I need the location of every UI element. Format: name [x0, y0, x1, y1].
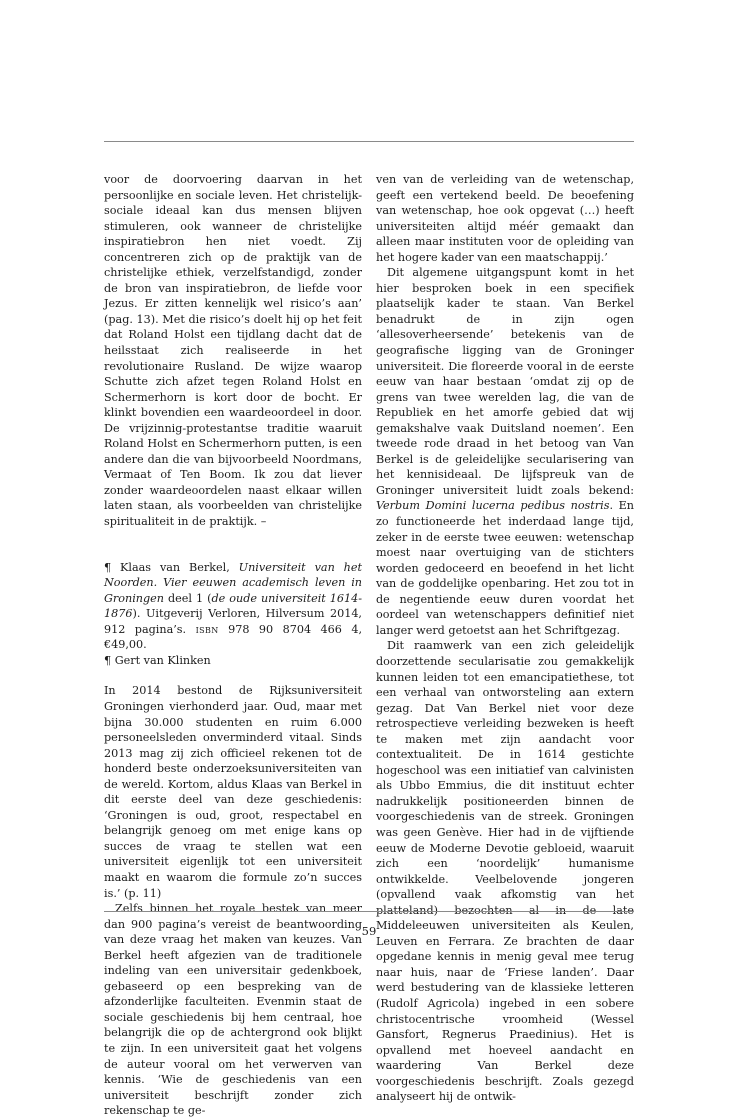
continued-paragraph: ven van de verleiding van de wetenschap, geeft een vertekend beeld. De beoefening van wetenschap, hoe ook opgevat (…) heeft universiteiten altijd méér gemaakt dan alleen maar instituten voor de opleiding van het hogere kader van een maatschappij.’ — [376, 173, 634, 264]
university-motto: Verbum Domini lucerna pedibus nostris — [376, 499, 610, 513]
top-rule — [104, 141, 634, 142]
book-title: Universiteit van het Noorden. Vier eeuwen academisch leven in Groningen — [104, 560, 362, 605]
book-publisher: Uitgeverij Verloren, Hilversum 2014, 912 pagina’s. — [104, 607, 362, 636]
pilcrow-mark: ¶ — [104, 653, 112, 667]
isbn-label: isbn — [195, 622, 219, 636]
body-paragraph: Dit raamwerk van een zich geleidelijk doorzettende secularisatie zou gemakkelijk kunnen leiden tot een emancipatiethese, tot een verhaal van ontworsteling aan extern gezag. Dat Van Berkel niet voor deze retrospectieve verleiding bezweken is heeft te maken met zijn aandacht voor contextualiteit. De in 1614 gestichte hogeschool was een initiatief van calvinisten als Ubbo Emmius, die dit instituut echter nadrukkelijk positioneerden binnen de voorgeschiedenis van de streek. Groningen was geen Genève. Hier had in de vijftiende eeuw de Moderne Devotie gebloeid, waaruit zich een ‘noordelijk’ humanisme ontwikkelde. Veelbelovende jongeren (opvallend vaak afkomstig van het platteland) bezochten al in de late Middeleeuwen universiteiten als Keulen, Leuven en Ferrara. Ze brachten de daar opgedane kennis in menig geval mee terug naar huis, naar de ‘Friese landen’. Daar werd bestudering van de klassieke letteren (Rudolf Agricola) ingebed in een sobere christocentrische vroomheid (Wessel Gansfort, Regnerus Praedinius). Het is opvallend met hoeveel aandacht en waardering Van Berkel deze voorgeschiedenis beschrijft. Zoals gezegd analyseert hij de ontwik- — [376, 639, 634, 1104]
body-paragraph: In 2014 bestond de Rijksuniversiteit Groningen vierhonderd jaar. Oud, maar met bijna 30.000 studenten en ruim 6.000 personeelsleden onverminderd vitaal. Sinds 2013 mag zij zich officieel rekenen tot de honderd beste onderzoeksuniversiteiten van de wereld. Kortom, aldus Klaas van Berkel in dit eerste deel van deze geschiedenis: ‘Groningen is oud, groot, respectabel en belangrijk genoeg om met enige kans op succes de vraag te stellen wat een universiteit eigenlijk tot een universiteit maakt en waarom die formule zo’n succes is.’ (p. 11) — [104, 684, 362, 900]
reviewer-name: Gert van Klinken — [114, 653, 211, 667]
left-column — [104, 172, 362, 1119]
reviewer-line — [104, 653, 362, 669]
review-header — [104, 560, 362, 669]
bottom-rule — [104, 911, 634, 912]
pilcrow-mark: ¶ — [104, 560, 112, 574]
review-body — [104, 683, 362, 1118]
body-paragraph — [376, 265, 634, 638]
book-citation: ¶ Klaas van Berkel, Universiteit van het Noorden. Vier eeuwen academisch leven in Groningen deel 1 (de oude universiteit 1614-1876). Uitgeverij Verloren, Hilversum 2014, 912 pagina’s. isbn 978 90 8704 466 4, €49,00. — [104, 560, 363, 652]
book-subtitle: de oude universiteit 1614-1876 — [104, 591, 363, 621]
page-number: 59 — [361, 924, 377, 938]
book-volume: deel 1 — [168, 591, 204, 605]
book-author: Klaas van Berkel, — [120, 560, 230, 574]
body-paragraph: Zelfs binnen het royale bestek van meer dan 900 pagina’s vereist de beantwoording van deze vraag het maken van keuzes. Van Berkel heeft afgezien van de traditionele indeling van een universitair gedenkboek, gebaseerd op een bespreking van de afzonderlijke faculteiten. Evenmin staat de sociale geschiedenis bij hem centraal, hoe belangrijk die op de achtergrond ook blijkt te zijn. In een universiteit gaat het volgens de auteur vooral om het verwerven van kennis. ‘Wie de geschiedenis van een universiteit beschrijft zonder zich rekenschap te ge- — [104, 902, 362, 1118]
paragraph-text: Dit algemene uitgangspunt komt in het hier besproken boek in een specifiek plaatselijk kader te staan. Van Berkel benadrukt de in zijn ogen ‘allesoverheersende’ betekenis van de geografische ligging van de Groninger universiteit. Die floreerde vooral in de eerste eeuw van haar bestaan ‘omdat zij op de grens van twee werelden lag, die van de Republiek en het amorfe gebied dat wij gemakshalve vaak Duitsland noemen’. Een tweede rode draad in het betoog van Van Berkel is de geleidelijke secularisering van het kennisideaal. De lijfspreuk van de Groninger universiteit luidt zoals bekend: — [376, 266, 634, 497]
continued-paragraph: voor de doorvoering daarvan in het persoonlijke en sociale leven. Het christelijk-sociale ideaal kan dus mensen blijven stimuleren, ook wanneer de christelijke inspiratiebron hen niet voedt. Zij concentreren zich op de praktijk van de christelijke ethiek, verzelfstandigd, zonder de bron van inspiratiebron, de liefde voor Jezus. Er zitten kennelijk wel risico’s aan’ (pag. 13). Met die risico’s doelt hij op het feit dat Roland Holst een tijdlang dacht dat de heilsstaat zich realiseerde in het revolutionaire Rusland. De wijze waarop Schutte zich afzet tegen Roland Holst en Schermerhorn is kort door de bocht. Er klinkt bovendien een waardeoordeel in door. De vrijzinnig-protestantse traditie waaruit Roland Holst en Schermerhorn putten, is een andere dan die van bijvoorbeeld Noordmans, Vermaat of Ten Boom. Ik zou dat liever zonder waardeoordelen naast elkaar willen laten staan, als voorbeelden van christelijke spiritualiteit in de praktijk. – — [104, 173, 362, 529]
paragraph-text: . En zo functioneerde het inderdaad lange tijd, zeker in de eerste twee eeuwen: wetenschap moest naar overtuiging van de stichters worden gedoceerd en beoefend in het licht van de goddelijke openbaring. Het zou tot in de negentiende eeuw duren voordat het oordeel van wetenschappers definitief niet langer werd getoetst aan het Schriftgezag. — [376, 499, 635, 637]
book-isbn-price: 978 90 8704 466 4, €49,00. — [104, 622, 362, 652]
right-column — [376, 172, 634, 1105]
